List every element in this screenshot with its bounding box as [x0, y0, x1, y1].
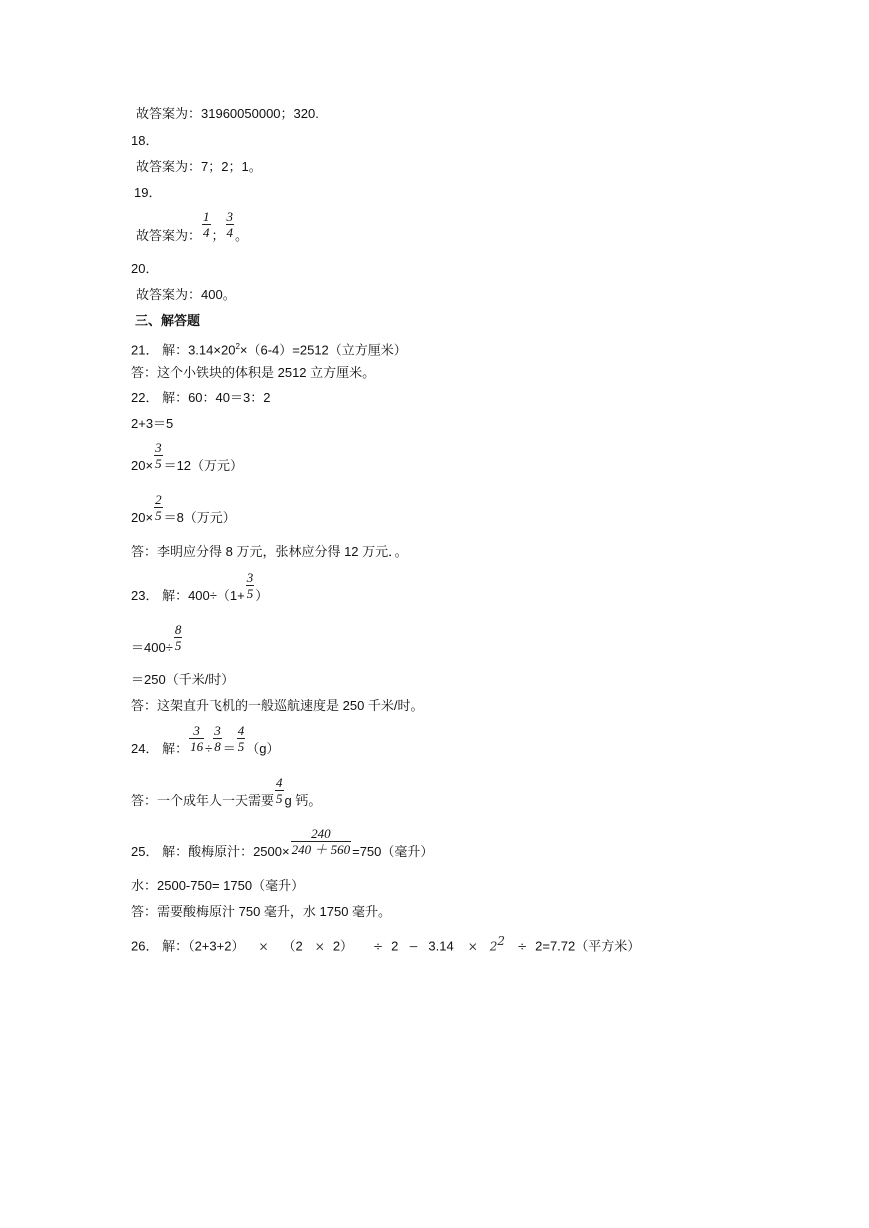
solution-21: 21． 解：$3.14\times 20^2\times(6-4)=2512$（立方厘米） — [131, 342, 407, 358]
solution-26: 26． 解：$(2+3+2) \times (2 \times 2) \div 2 - 3.14 \times 2^2 \div 2=7.72$（平方米） — [131, 934, 641, 954]
fraction-4-5: $\frac{4}{5}$ — [237, 723, 245, 754]
answer-24: 答：一个成年人一天需要 $\frac{4}{5}$ g 钙。 — [131, 775, 322, 808]
solution-24: 24． 解： $\frac{3}{16}$ ÷ $\frac{3}{8}$ ＝ $\frac{4}{5}$ （g） — [131, 723, 280, 756]
solution-25-line-2: 水：2500-750= 1750（毫升） — [131, 878, 305, 893]
fraction-1-4: $\frac{1}{4}$ — [203, 209, 210, 240]
fraction-3-5: $\frac{3}{5}$ — [246, 570, 254, 601]
answer-line-20: 故答案为：400。 — [136, 287, 236, 302]
fraction-3-16: $\frac{3}{16}$ — [190, 723, 204, 754]
fraction-2-5: $\frac{2}{5}$ — [155, 492, 162, 523]
solution-23-line-1: 23． 解：400÷（1+ $\frac{3}{5}$ ） — [131, 570, 269, 603]
fraction-3-4: $\frac{3}{4}$ — [226, 209, 234, 240]
solution-23-line-2: ＝400÷ $\frac{8}{5}$ — [131, 622, 182, 655]
answer-line-17: 故答案为：31960050000；320. — [136, 106, 319, 121]
answer-23: 答：这架直升飞机的一般巡航速度是 250 千米/时。 — [131, 698, 424, 713]
solution-22-line-4: 20× $\frac{2}{5}$ ＝8（万元） — [131, 492, 236, 525]
fraction-3-5: $\frac{3}{5}$ — [155, 440, 162, 471]
solution-25-line-1: 25． 解：酸梅原汁：2500× $\frac{240}{240 + 560}$ =750（毫升） — [131, 826, 434, 859]
fraction-4-5: $\frac{4}{5}$ — [276, 775, 283, 806]
solution-22-line-3: 20× $\frac{3}{5}$ ＝12（万元） — [131, 440, 244, 473]
fraction-240-over-800: $\frac{240}{240 + 560}$ — [291, 826, 351, 857]
question-number-18: 18． — [131, 133, 159, 148]
solution-23-line-3: ＝250（千米/时） — [131, 672, 235, 687]
answer-21: 答：这个小铁块的体积是 2512 立方厘米。 — [131, 365, 376, 380]
solution-22-line-2: 2+3＝5 — [131, 416, 174, 431]
question-number-20: 20． — [131, 261, 159, 276]
answer-22: 答：李明应分得 8 万元，张林应分得 12 万元．。 — [131, 544, 408, 559]
fraction-8-5: $\frac{8}{5}$ — [174, 622, 182, 653]
fraction-3-8: $\frac{3}{8}$ — [214, 723, 221, 754]
question-number-19: 19． — [134, 185, 162, 200]
answer-line-18: 故答案为：7；2；1。 — [136, 159, 262, 174]
answer-25: 答：需要酸梅原汁 750 毫升，水 1750 毫升。 — [131, 904, 392, 919]
solution-22-line-1: 22． 解：60：40＝3：2 — [131, 390, 271, 405]
answer-line-19: 故答案为： $\frac{1}{4}$ ； $\frac{3}{4}$ 。 — [136, 209, 249, 243]
section-heading: 三、解答题 — [135, 313, 201, 328]
